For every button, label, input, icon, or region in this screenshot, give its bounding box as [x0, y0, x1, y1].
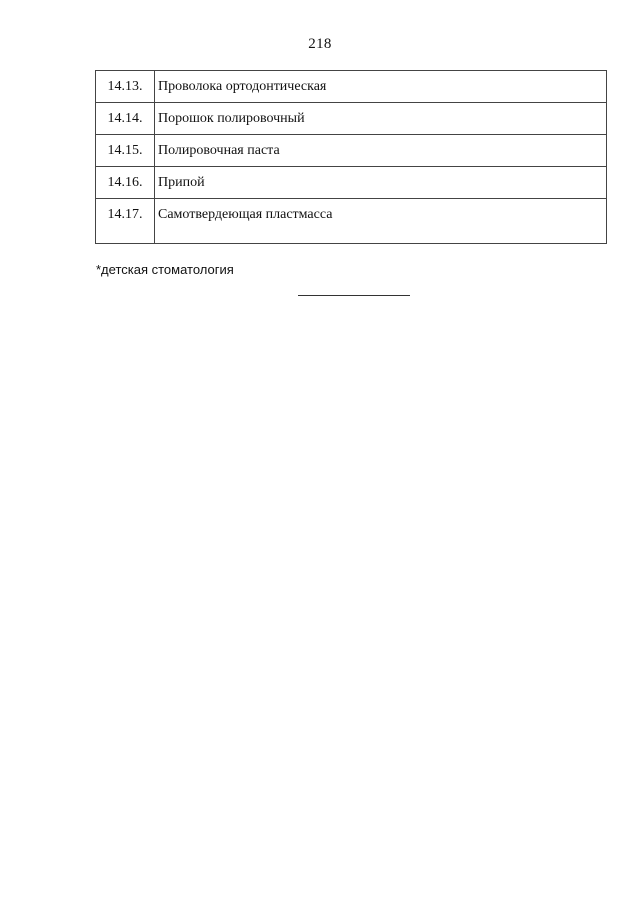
row-number: 14.14.: [107, 111, 143, 126]
end-of-document-rule: [298, 295, 410, 296]
row-number-cell: [96, 71, 155, 103]
row-number: 14.17.: [107, 207, 143, 222]
row-name: Порошок полировочный: [158, 111, 305, 126]
row-number-cell: [96, 199, 155, 244]
row-name-cell: [155, 71, 607, 103]
row-number: 14.16.: [107, 175, 143, 190]
table-row: [96, 103, 607, 135]
footnote: *детская стоматология: [96, 262, 234, 277]
table-row: [96, 167, 607, 199]
row-number: 14.15.: [107, 143, 143, 158]
row-number: 14.13.: [107, 79, 143, 94]
row-number-cell: [96, 167, 155, 199]
row-number-cell: [96, 135, 155, 167]
row-name: Припой: [158, 175, 205, 190]
table-row: [96, 135, 607, 167]
materials-table: [95, 70, 607, 244]
table-row: [96, 199, 607, 244]
row-name: Проволока ортодонтическая: [158, 79, 327, 94]
row-name: Самотвердеющая пластмасса: [158, 207, 333, 222]
row-name-cell: [155, 199, 607, 244]
page-number: 218: [308, 36, 332, 52]
row-name: Полировочная паста: [158, 143, 280, 158]
row-number-cell: [96, 103, 155, 135]
row-name-cell: [155, 167, 607, 199]
table-row: [96, 71, 607, 103]
row-name-cell: [155, 135, 607, 167]
row-name-cell: [155, 103, 607, 135]
